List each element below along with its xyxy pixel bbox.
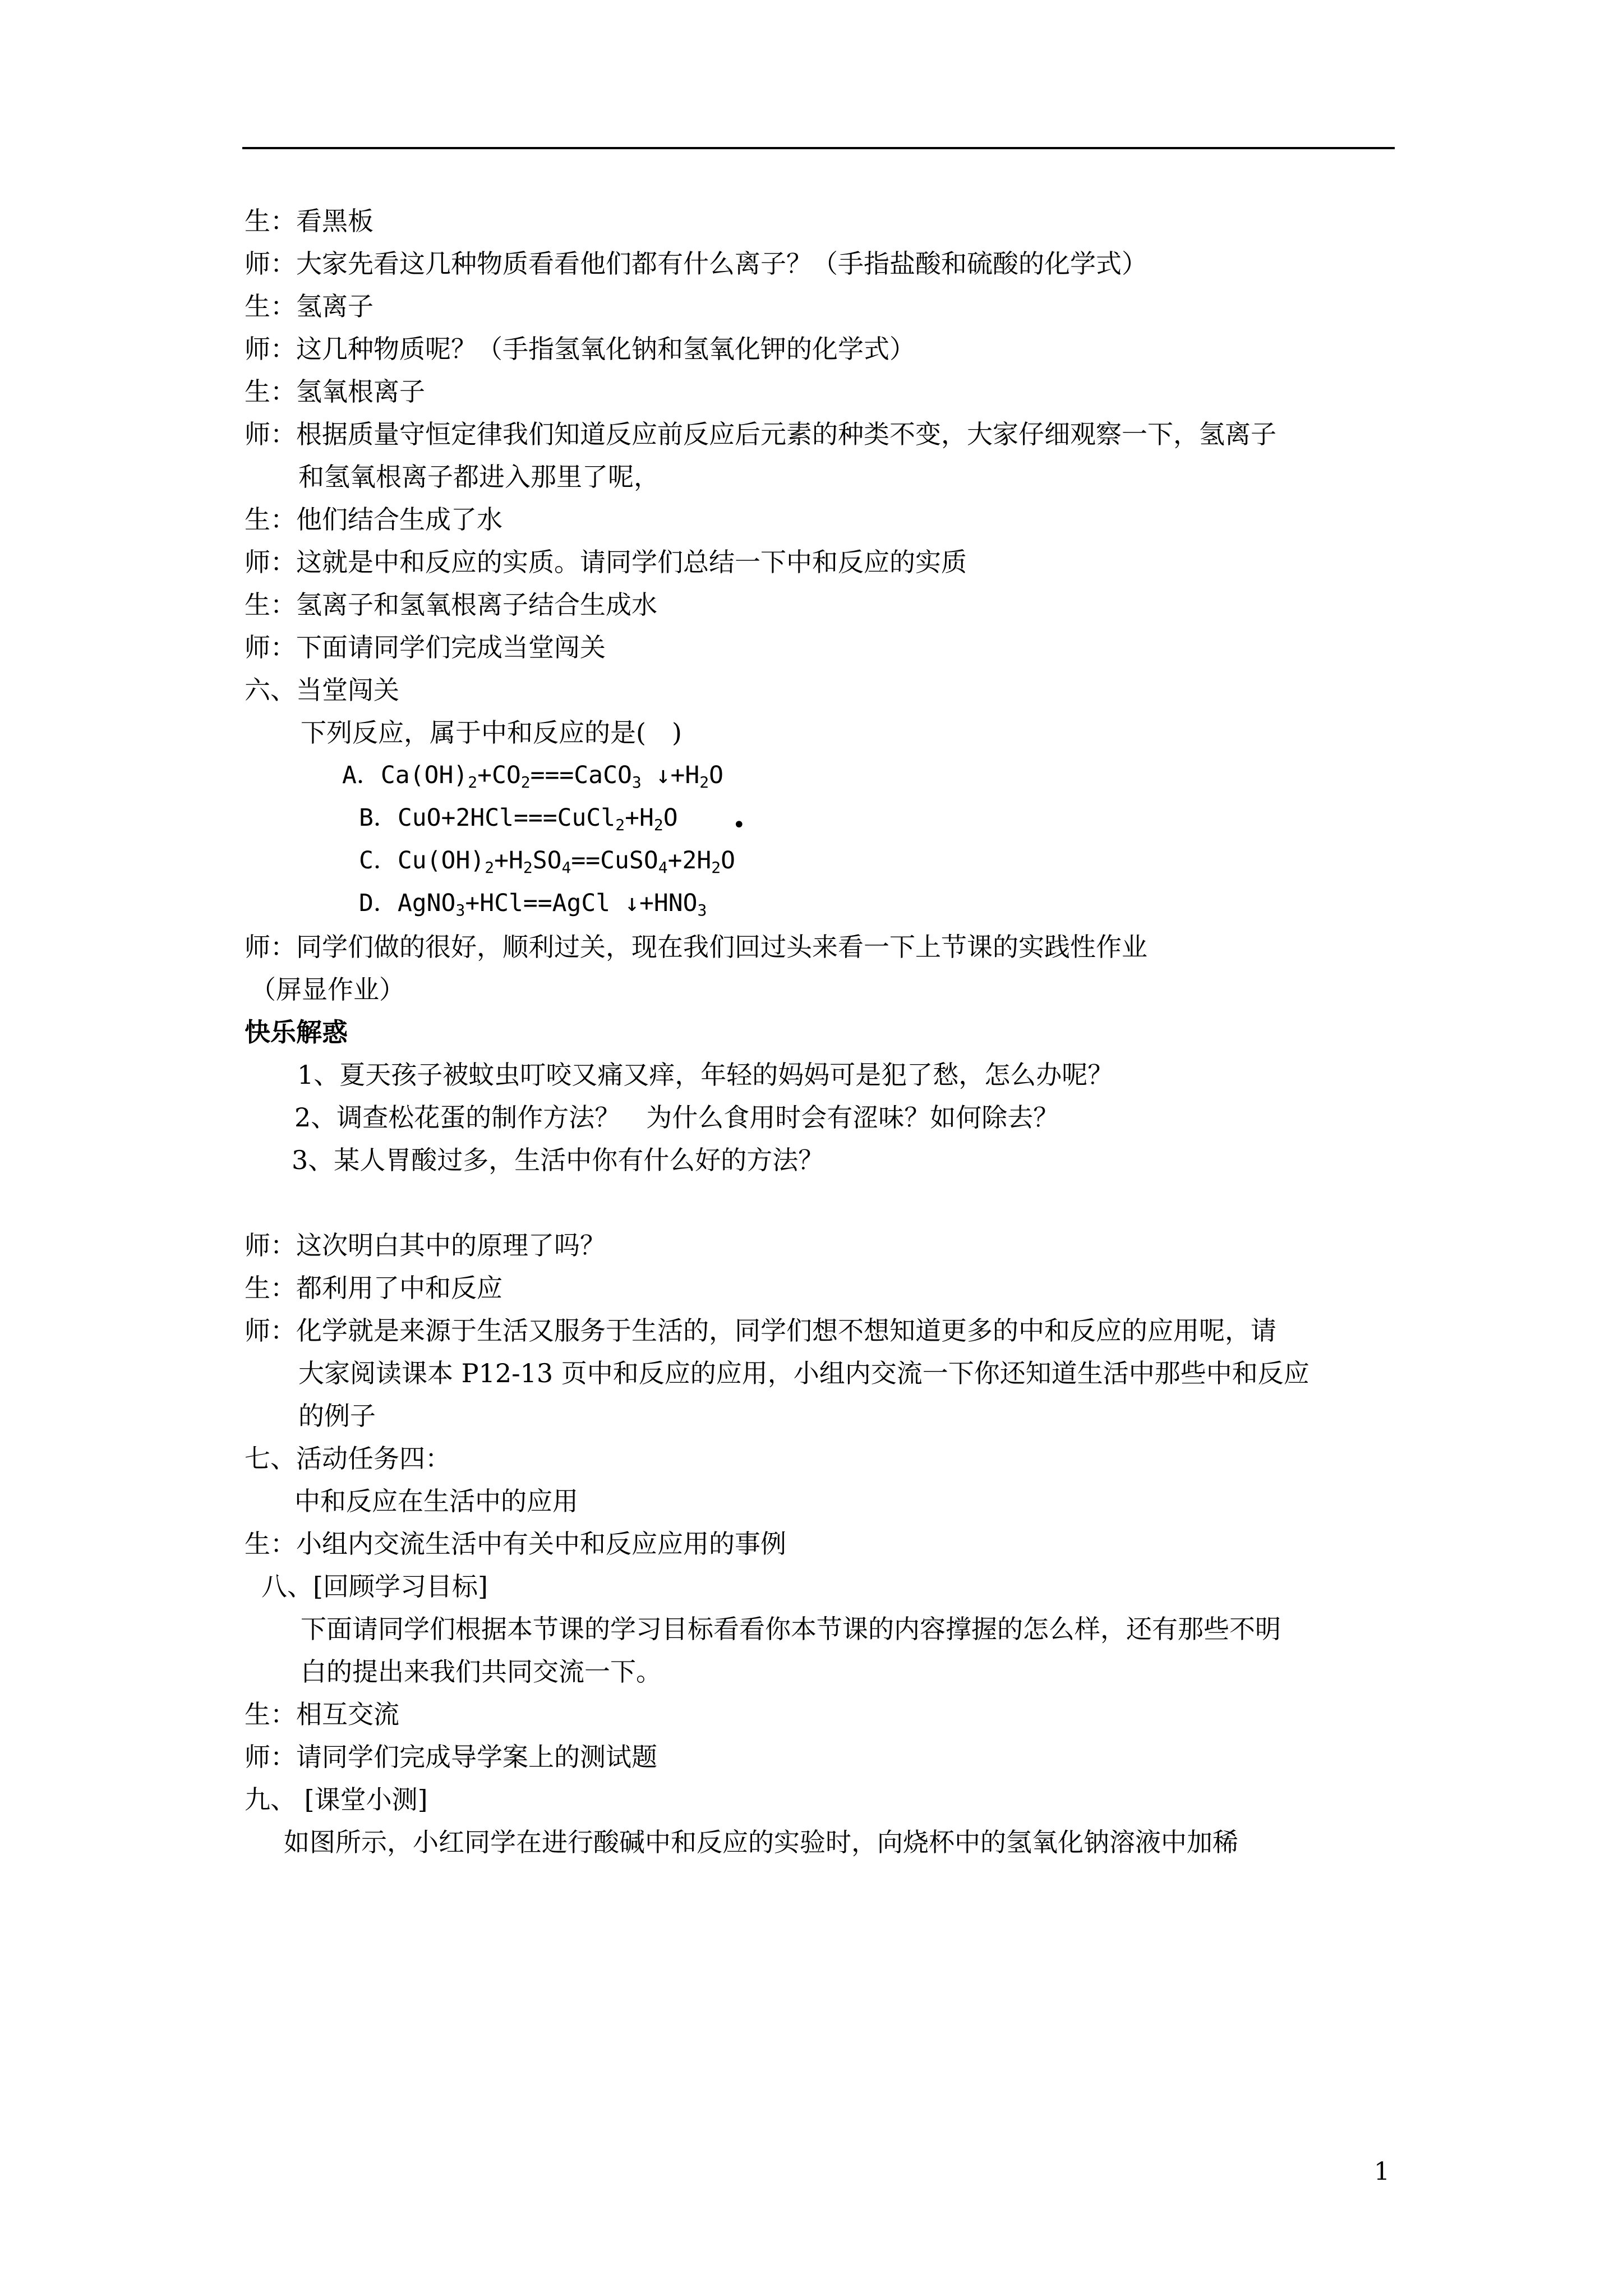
dialogue-line: 生：都利用了中和反应 bbox=[245, 1273, 502, 1303]
option-d: D．AgNO$_3$+HCl==AgCl $↓+HNO_3$ bbox=[359, 889, 707, 919]
dialogue-line: 生：他们结合生成了水 bbox=[245, 504, 502, 535]
section-heading: 九、 [课堂小测] bbox=[245, 1784, 428, 1815]
paragraph-first-line: 师：根据质量守恒定律我们知道反应前反应后元素的种类不变，大家仔细观察一下，氢离子 bbox=[245, 419, 1276, 449]
option-a: A．$Ca(OH)_2+CO_2===CaCO_3$ $↓+H_2O$ bbox=[342, 761, 724, 792]
paragraph-first-line: 下面请同学们根据本节课的学习目标看看你本节课的内容撑握的怎么样，还有那些不明 bbox=[301, 1614, 1281, 1644]
activity-title: 中和反应在生活中的应用 bbox=[294, 1486, 578, 1516]
dialogue-line: 生：相互交流 bbox=[245, 1699, 399, 1729]
dialogue-line: 生：氢离子 bbox=[245, 291, 374, 321]
section-heading: 八、[回顾学习目标] bbox=[261, 1571, 488, 1602]
paragraph-continuation: 白的提出来我们共同交流一下。 bbox=[301, 1657, 662, 1687]
dialogue-line: 生：氢氧根离子 bbox=[245, 376, 425, 407]
instruction-paragraph bbox=[301, 1608, 1394, 1693]
dialogue-line: 生：氢离子和氢氧根离子结合生成水 bbox=[245, 590, 657, 620]
paragraph-continuation: 和氢氧根离子都进入那里了呢， bbox=[298, 462, 660, 492]
paragraph-continuation: 的例子 bbox=[298, 1401, 376, 1431]
list-item: 3、某人胃酸过多，生活中你有什么好的方法？ bbox=[292, 1145, 824, 1175]
teacher-paragraph bbox=[245, 1309, 1394, 1437]
paragraph-first-line: 师：化学就是来源于生活又服务于生活的，同学们想不想知道更多的中和反应的应用呢，请 bbox=[245, 1315, 1276, 1346]
dialogue-line: 师：这几种物质呢？（手指氢氧化钠和氢氧化钾的化学式） bbox=[245, 334, 915, 364]
dialogue-line: 师：下面请同学们完成当堂闯关 bbox=[245, 632, 606, 662]
list-item: 1、夏天孩子被蚊虫叮咬又痛又痒，年轻的妈妈可是犯了愁，怎么办呢？ bbox=[297, 1060, 1114, 1090]
dialogue-line: 师：这次明白其中的原理了吗？ bbox=[245, 1230, 606, 1260]
dialogue-line: 师：同学们做的很好，顺利过关，现在我们回过头来看一下上节课的实践性作业 bbox=[245, 932, 1147, 962]
stray-dot: • bbox=[732, 812, 746, 838]
option-c: C．$Cu(OH)_2+H_2SO_4==CuSO_4+2H_2O$ bbox=[359, 846, 735, 877]
section-title: 快乐解惑 bbox=[245, 1017, 348, 1047]
dialogue-line: 师：请同学们完成导学案上的测试题 bbox=[245, 1742, 657, 1772]
dialogue-line: 生：看黑板 bbox=[245, 206, 374, 236]
option-b: B．$CuO+2HCl===CuCl_2+H_2O$ bbox=[359, 804, 678, 834]
quiz-question: 如图所示，小红同学在进行酸碱中和反应的实验时，向烧杯中的氢氧化钠溶液中加稀 bbox=[284, 1827, 1238, 1857]
paragraph-continuation: 大家阅读课本 P12-13 页中和反应的应用，小组内交流一下你还知道生活中那些中和反应 bbox=[298, 1358, 1310, 1388]
page-number: 1 bbox=[1374, 2157, 1390, 2186]
section-heading: 六、当堂闯关 bbox=[245, 675, 399, 705]
teacher-paragraph bbox=[245, 413, 1394, 498]
dialogue-line: 师：大家先看这几种物质看看他们都有什么离子？（手指盐酸和硫酸的化学式） bbox=[245, 249, 1147, 279]
question-stem: 下列反应，属于中和反应的是( ) bbox=[301, 717, 682, 748]
section-heading: 七、活动任务四： bbox=[245, 1443, 451, 1474]
list-item: 2、调查松花蛋的制作方法？ 为什么食用时会有涩味？如何除去？ bbox=[294, 1102, 1059, 1133]
dialogue-line: 师：这就是中和反应的实质。请同学们总结一下中和反应的实质 bbox=[245, 547, 967, 577]
dialogue-line: 生：小组内交流生活中有关中和反应应用的事例 bbox=[245, 1529, 786, 1559]
screen-note: （屏显作业） bbox=[250, 974, 405, 1005]
header-rule bbox=[242, 147, 1395, 149]
